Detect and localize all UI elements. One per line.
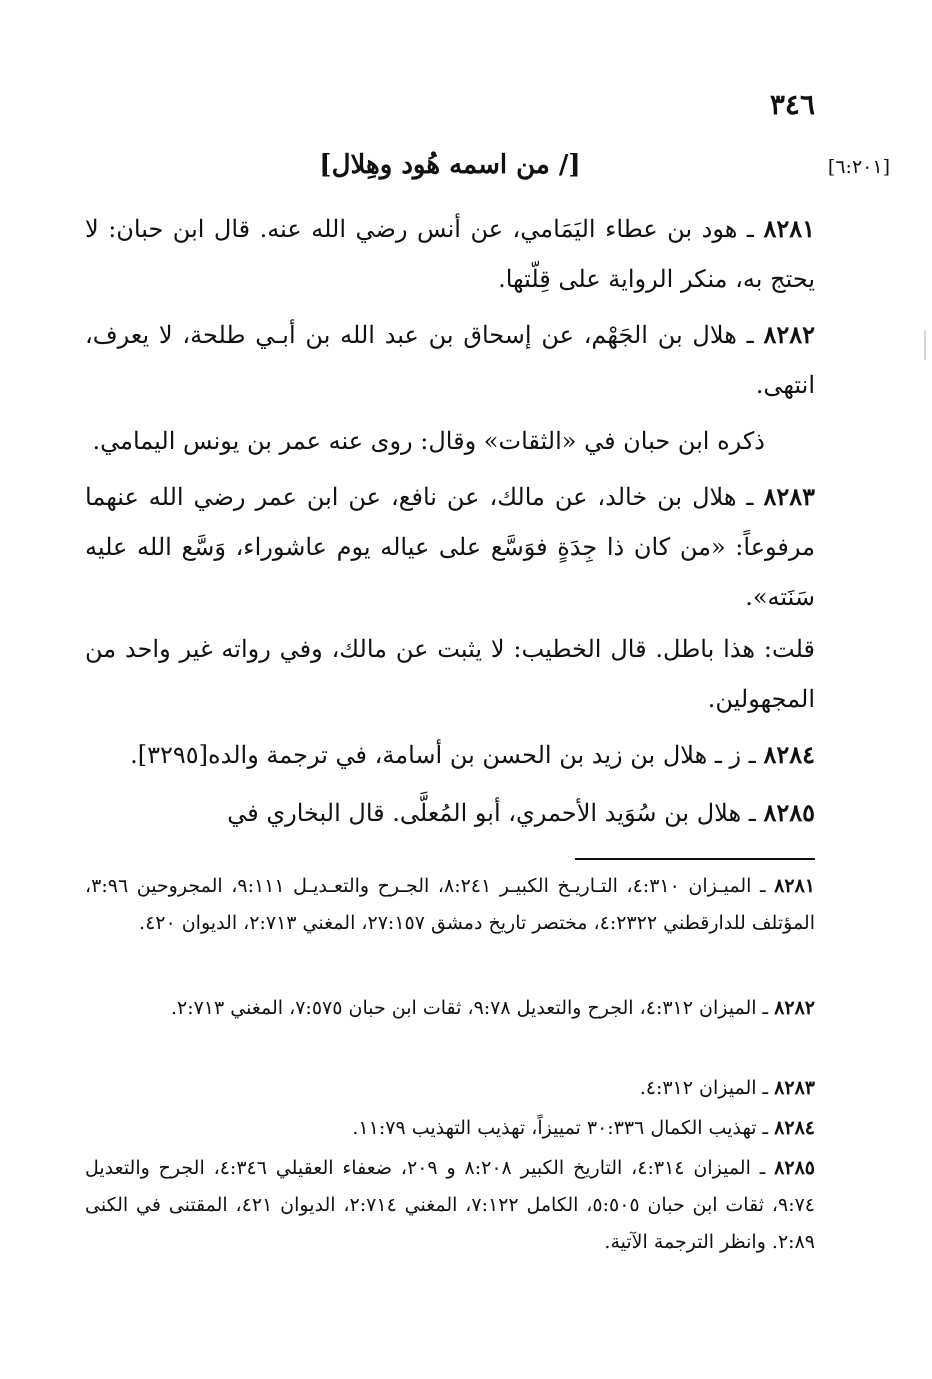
footnote-8281: [85, 868, 815, 942]
footnote-number: ٨٢٨٣: [774, 1077, 815, 1099]
entry-text: ـ ز ـ هلال بن زيد بن الحسن بن أسامة، في ترجمة والده[٣٢٩٥].: [130, 741, 756, 769]
footnote-divider: [575, 858, 815, 860]
footnote-number: ٨٢٨١: [774, 875, 815, 897]
entry-8282: [85, 310, 815, 410]
margin-reference: [٦:٢٠١]: [827, 156, 890, 178]
footnote-number: ٨٢٨٤: [774, 1117, 815, 1139]
footnote-text: ـ الميزان ٤:٣١٤، التاريخ الكبير ٨:٢٠٨ و ٢٠٩، ضعفاء العقيلي ٤:٣٤٦، الجرح والتعديل ٩:٧٤، ثقات ابن حبان ٥:٥٠٥، الكامل ٧:١٢٢، المغني ٢:٧١٤، الديوان ٤٢١، المقتنى في الكنى ٢:٨٩. وانظر الترجمة الآتية.: [85, 1157, 816, 1253]
entry-text: ـ هلال بن خالد، عن مالك، عن نافع، عن ابن عمر رضي الله عنهما مرفوعاً: «من كان ذا جِدَةٍ فوَسَّع على عياله يوم عاشوراء، وَسَّع الله عليه سَنَته».: [85, 483, 815, 611]
entry-text: ـ هود بن عطاء اليَمَامي، عن أنس رضي الله عنه. قال ابن حبان: لا يحتج به، منكر الرواية على قِلّتها.: [85, 215, 815, 293]
footnote-8283: [85, 1070, 815, 1107]
entry-8281: [85, 204, 815, 304]
footnote-number: ٨٢٨٢: [774, 997, 815, 1019]
footnote-8282: [85, 990, 815, 1027]
footnote-8285: [85, 1150, 815, 1261]
entry-number: ٨٢٨٥: [763, 798, 815, 827]
entry-note-8283: [85, 624, 815, 724]
section-title: [/ من اسمه هُود وهِلال]: [319, 150, 581, 180]
entry-text: ـ هلال بن سُوَيد الأحمري، أبو المُعلَّى. قال البخاري في: [227, 799, 756, 827]
entry-8285: [85, 788, 815, 838]
footnote-text: ـ الميـزان ٤:٣١٠، التـاريـخ الكبيـر ٨:٢٤١، الجـرح والتعـديـل ٩:١١١، المجروحين ٣:٩٦، المؤتلف للدارقطني ٤:٢٣٢٢، مختصر تاريخ دمشق ٢٧:١٥٧، المغني ٢:٧١٣، الديوان ٤٢٠.: [85, 875, 815, 934]
entry-number: ٨٢٨٣: [763, 482, 815, 511]
scan-edge-mark: [924, 330, 926, 360]
footnote-8284: [85, 1110, 815, 1147]
footnote-text: ـ الميزان ٤:٣١٢.: [639, 1077, 769, 1099]
entry-8284: [85, 730, 815, 780]
entry-8283: [85, 472, 815, 622]
footnote-text: ـ الميزان ٤:٣١٢، الجرح والتعديل ٩:٧٨، ثقات ابن حبان ٧:٥٧٥، المغني ٢:٧١٣.: [170, 997, 769, 1019]
entry-text: ـ هلال بن الجَهْم، عن إسحاق بن عبد الله بن أبـي طلحة، لا يعرف، انتهى.: [85, 321, 815, 399]
entry-number: ٨٢٨٤: [763, 740, 815, 769]
entry-number: ٨٢٨١: [763, 214, 815, 243]
entry-text: قلت: هذا باطل. قال الخطيب: لا يثبت عن مالك، وفي رواته غير واحد من المجهولين.: [85, 635, 815, 713]
footnote-text: ـ تهذيب الكمال ٣٠:٣٣٦ تمييزاً، تهذيب التهذيب ١١:٧٩.: [352, 1117, 769, 1139]
entry-note-8282: [85, 416, 765, 466]
page-number: ٣٤٦: [769, 88, 815, 121]
footnote-number: ٨٢٨٥: [774, 1157, 815, 1179]
entry-number: ٨٢٨٢: [763, 320, 815, 349]
entry-text: ذكره ابن حبان في «الثقات» وقال: روى عنه عمر بن يونس اليمامي.: [92, 427, 765, 455]
